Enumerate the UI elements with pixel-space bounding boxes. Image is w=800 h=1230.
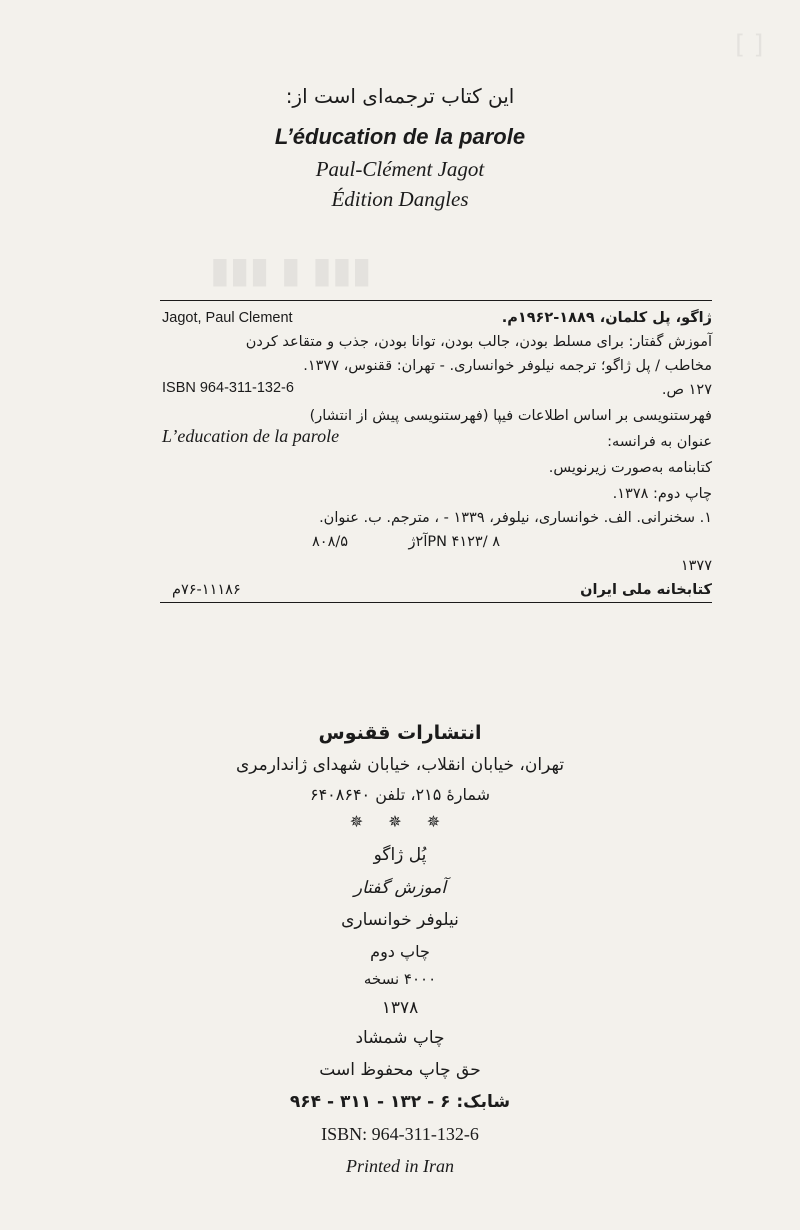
catalog-class-year: ۱۳۷۷: [680, 558, 712, 574]
bleed-through-mark: [ ]: [735, 30, 764, 60]
catalog-name-latin: Jagot, Paul Clement: [162, 310, 293, 326]
catalog-class-dewey: ۸۰۸/۵: [312, 534, 349, 550]
colophon-shabak: شابک: ۶ - ۱۳۲ - ۳۱۱ - ۹۶۴: [289, 1092, 511, 1112]
original-title: L’éducation de la parole: [274, 124, 526, 149]
publisher-address-line1: تهران، خیابان انقلاب، خیابان شهدای ژاندارمری: [235, 755, 565, 775]
colophon-copies: ۴۰۰۰ نسخه: [363, 970, 437, 988]
catalog-class-pn: PN ۴۱۲۳/ ۸آ۲ژ: [408, 534, 500, 550]
catalog-top-rule: [160, 300, 712, 301]
colophon-rights: حق چاپ محفوظ است: [319, 1060, 481, 1080]
catalog-orig-title-latin: L’education de la parole: [162, 426, 340, 446]
catalog-fipa-note: فهرستنویسی بر اساس اطلاعات فیپا (فهرستنویسی پیش از انتشار): [309, 408, 712, 424]
colophon-author: پُل ژاگو: [373, 845, 427, 865]
catalog-library: کتابخانه ملی ایران: [580, 582, 712, 598]
colophon-title: آموزش گفتار: [353, 878, 447, 898]
publisher-name: انتشارات ققنوس: [318, 722, 482, 744]
catalog-isbn: ISBN 964-311-132-6: [162, 380, 294, 396]
bleed-through-mark: ▮▮▮ ▮ ▮▮▮: [210, 250, 372, 291]
catalog-bottom-rule: [160, 602, 712, 603]
catalog-name-fa: ژاگو، پل کلمان، ۱۸۸۹-۱۹۶۲م.: [501, 310, 712, 326]
translation-intro: این کتاب ترجمه‌ای است از:: [285, 84, 515, 108]
publisher-address-line2: شمارهٔ ۲۱۵، تلفن ۶۴۰۸۶۴۰: [309, 785, 491, 804]
catalog-orig-title-label: عنوان به فرانسه:: [607, 434, 712, 450]
catalog-pages: ۱۲۷ ص.: [661, 382, 712, 398]
catalog-library-number: ۷۶-۱۱۱۸۶م: [172, 582, 241, 598]
colophon-translator: نیلوفر خوانساری: [341, 910, 459, 930]
colophon-printed-in: Printed in Iran: [346, 1156, 454, 1176]
catalog-title-line1: آموزش گفتار: برای مسلط بودن، جالب بودن، توانا بودن، جذب و متقاعد کردن: [245, 334, 712, 350]
catalog-subjects: ۱. سخنرانی. الف. خوانساری، نیلوفر، ۱۳۳۹ - ، مترجم. ب. عنوان.: [319, 510, 712, 526]
colophon-printer: چاپ شمشاد: [355, 1028, 445, 1048]
catalog-bibliography: کتابنامه به‌صورت زیرنویس.: [548, 460, 712, 476]
catalog-title-line2: مخاطب / پل ژاگو؛ ترجمه نیلوفر خوانساری. - تهران: ققنوس، ۱۳۷۷.: [303, 358, 712, 374]
ornament-stars: ✵ ✵ ✵: [349, 812, 451, 831]
catalog-second-print: چاپ دوم: ۱۳۷۸.: [612, 486, 712, 502]
colophon-year: ۱۳۷۸: [381, 998, 419, 1018]
original-author: Paul-Clément Jagot: [315, 157, 485, 181]
original-edition: Édition Dangles: [331, 187, 469, 211]
colophon-print-run: چاپ دوم: [370, 942, 430, 961]
colophon-isbn: ISBN: 964-311-132-6: [321, 1124, 479, 1144]
